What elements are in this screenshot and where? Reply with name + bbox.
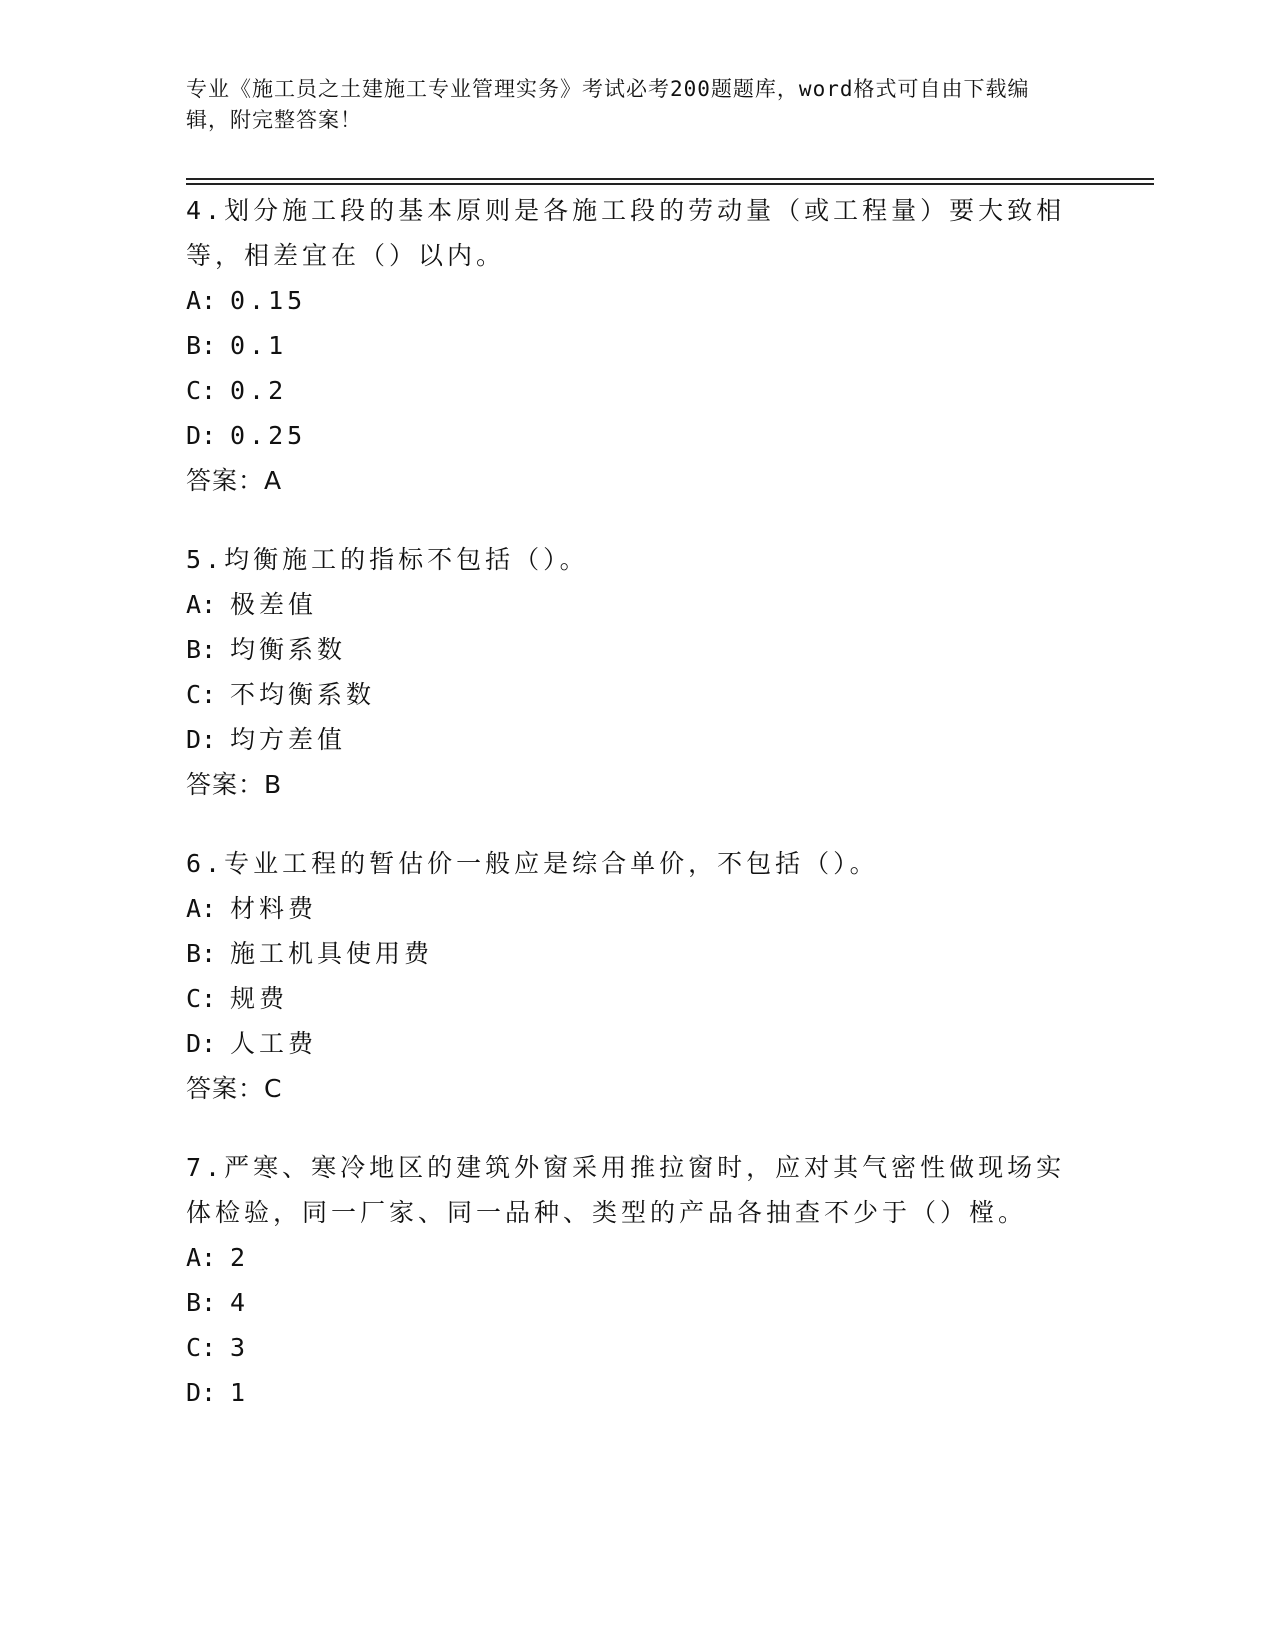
option-label: B:: [186, 635, 217, 664]
option-text: 人工费: [230, 1029, 318, 1058]
answer-line: [186, 1066, 1086, 1111]
answer-prefix: 答案：: [186, 770, 265, 799]
option-b: [186, 1280, 1086, 1325]
option-text: 4: [230, 1288, 250, 1317]
option-a: [186, 886, 1086, 931]
option-text: 0.25: [230, 421, 307, 450]
option-label: A:: [186, 590, 217, 619]
answer-prefix: 答案：: [186, 1074, 265, 1103]
option-label: C:: [186, 376, 217, 405]
question-text: 7.严寒、寒冷地区的建筑外窗采用推拉窗时，应对其气密性做现场实体检验，同一厂家、同一品种、类型的产品各抽查不少于（）樘。: [186, 1153, 1066, 1227]
option-label: B:: [186, 331, 217, 360]
answer-prefix: 答案：: [186, 466, 265, 495]
header-divider-bottom: [186, 183, 1154, 185]
option-label: B:: [186, 1288, 217, 1317]
option-text: 不均衡系数: [230, 680, 376, 709]
option-a: [186, 582, 1086, 627]
option-b: [186, 931, 1086, 976]
answer-value: B: [264, 770, 283, 799]
option-a: [186, 278, 1086, 323]
option-label: C:: [186, 680, 217, 709]
option-label: B:: [186, 939, 217, 968]
question-text: 5.均衡施工的指标不包括（）。: [186, 545, 589, 574]
option-label: A:: [186, 894, 217, 923]
question-text: 4.划分施工段的基本原则是各施工段的劳动量（或工程量）要大致相等，相差宜在（）以内。: [186, 196, 1066, 270]
answer-value: C: [264, 1074, 283, 1103]
option-text: 2: [230, 1243, 250, 1272]
option-b: [186, 323, 1086, 368]
option-label: A:: [186, 1243, 217, 1272]
option-d: [186, 717, 1086, 762]
option-label: D:: [186, 725, 217, 754]
option-text: 规费: [230, 984, 289, 1013]
question-4: [186, 188, 1086, 503]
question-list: [186, 188, 1086, 1449]
answer-value: A: [264, 466, 283, 495]
option-a: [186, 1235, 1086, 1280]
option-label: D:: [186, 421, 217, 450]
option-c: [186, 976, 1086, 1021]
option-label: C:: [186, 984, 217, 1013]
option-text: 1: [230, 1378, 250, 1407]
option-text: 材料费: [230, 894, 318, 923]
answer-line: [186, 762, 1086, 807]
document-header: 专业《施工员之土建施工专业管理实务》考试必考200题题库，word格式可自由下载编辑，附完整答案！: [186, 77, 1030, 132]
question-7: [186, 1145, 1086, 1415]
option-text: 0.2: [230, 376, 288, 405]
answer-line: [186, 458, 1086, 503]
option-text: 施工机具使用费: [230, 939, 434, 968]
option-text: 3: [230, 1333, 250, 1362]
question-text: 6.专业工程的暂估价一般应是综合单价，不包括（）。: [186, 849, 879, 878]
option-label: A:: [186, 286, 217, 315]
option-label: C:: [186, 1333, 217, 1362]
option-c: [186, 1325, 1086, 1370]
option-text: 均衡系数: [230, 635, 347, 664]
option-text: 均方差值: [230, 725, 347, 754]
option-label: D:: [186, 1029, 217, 1058]
question-6: [186, 841, 1086, 1111]
option-text: 0.15: [230, 286, 307, 315]
option-c: [186, 368, 1086, 413]
header-divider-top: [186, 178, 1154, 180]
option-text: 极差值: [230, 590, 318, 619]
option-d: [186, 413, 1086, 458]
option-b: [186, 627, 1086, 672]
option-c: [186, 672, 1086, 717]
option-text: 0.1: [230, 331, 288, 360]
question-5: [186, 537, 1086, 807]
option-d: [186, 1370, 1086, 1415]
option-label: D:: [186, 1378, 217, 1407]
option-d: [186, 1021, 1086, 1066]
